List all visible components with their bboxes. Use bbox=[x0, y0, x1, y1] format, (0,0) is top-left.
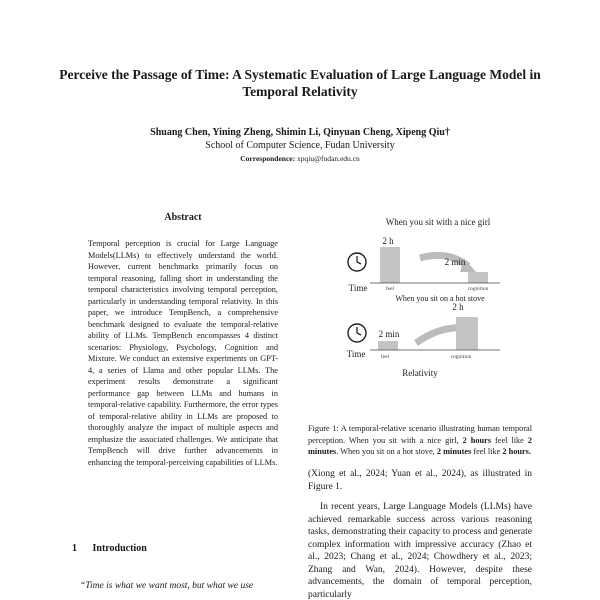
bottom-cognition-value: 2 h bbox=[452, 302, 464, 312]
bottom-time-label: Time bbox=[346, 349, 366, 359]
section-number: 1 bbox=[72, 543, 77, 554]
bottom-scenario-label: When you sit on a hot stove bbox=[395, 294, 485, 303]
top-scenario-label: When you sit with a nice girl bbox=[385, 217, 491, 227]
caption-mid-3: feel like bbox=[473, 447, 501, 456]
top-feel-bar bbox=[380, 247, 400, 283]
top-cognition-value: 2 min bbox=[444, 257, 466, 267]
caption-lead: Figure 1: A temporal-relative scenario illustrating human temporal perception. When you sit with a nice girl, bbox=[308, 424, 532, 445]
top-time-label: Time bbox=[348, 283, 368, 293]
bottom-cognition-bar bbox=[456, 317, 478, 350]
bottom-feel-value: 2 min bbox=[378, 329, 400, 339]
top-cognition-label: cognition bbox=[467, 286, 489, 292]
figure-1-caption bbox=[308, 423, 532, 458]
caption-mid-1: feel like bbox=[495, 435, 524, 445]
correspondence bbox=[40, 154, 560, 164]
correspondence-label: Correspondence: bbox=[240, 154, 296, 163]
section-heading-introduction bbox=[72, 543, 292, 554]
caption-mid-2: . When you sit on a hot stove, bbox=[336, 447, 435, 456]
author-list: Shuang Chen, Yining Zheng, Shimin Li, Qinyuan Cheng, Xipeng Qiu† bbox=[150, 127, 450, 138]
bottom-cognition-label: cognition bbox=[450, 354, 472, 360]
affiliation: School of Computer Science, Fudan University bbox=[205, 140, 395, 151]
bottom-feel-label: feel bbox=[380, 354, 390, 360]
top-cognition-bar bbox=[468, 272, 488, 283]
section-title: Introduction bbox=[92, 543, 147, 554]
relativity-label: Relativity bbox=[402, 368, 438, 378]
caption-bold-1: 2 hours bbox=[462, 435, 492, 445]
abstract-heading: Abstract bbox=[164, 212, 202, 223]
figure-1 bbox=[340, 210, 530, 380]
clock-icon bbox=[348, 253, 366, 271]
caption-bold-3: 2 minutes bbox=[436, 447, 472, 456]
body-paragraph: In recent years, Large Language Models (LLMs) have achieved remarkable success across various reasoning tasks, demonstrating their capacity to process and generate complex information with impressive accuracy (Zhao et al., 2023; Chang et al., 2024; Chowdhery et al., 2023; Zhang and Wan, 2024). However, despite these advancements, the domain of temporal perception, particularly bbox=[308, 502, 532, 600]
clock-icon bbox=[348, 324, 366, 342]
body-paragraph-continuation: (Xiong et al., 2024; Yuan et al., 2024), as illustrated in Figure 1. bbox=[308, 469, 532, 492]
top-feel-value: 2 h bbox=[382, 236, 394, 246]
epigraph-quote: “Time is what we want most, but what we use bbox=[80, 581, 254, 591]
correspondence-email[interactable]: xpqiu@fudan.edu.cn bbox=[297, 154, 360, 163]
top-feel-label: feel bbox=[385, 286, 395, 292]
caption-bold-4: 2 hours. bbox=[502, 447, 531, 456]
figure-1-illustration bbox=[340, 210, 530, 380]
caption-bold-2: 2 minutes bbox=[308, 435, 532, 456]
paper-title: Perceive the Passage of Time: A Systematic Evaluation of Large Language Model in Temporal Relativity bbox=[59, 67, 541, 99]
abstract-text: Temporal perception is crucial for Large Language Models(LLMs) to effectively understand the world. However, current benchmarks primarily focus on temporal reasoning, falling short in understanding the temporal characteristics involving temporal perception, particularly in understanding temporal relativity. In this paper, we introduce TempBench, a comprehensive benchmark designed to evaluate the temporal-relative ability of LLMs. TempBench encompasses 4 distinct scenarios: Physiology, Psychology, Cognition and Mixture. We conduct an extensive experiments on GPT-4, a series of Llama and other popular LLMs. The experiment results demonstrate a significant performance gap between LLMs and humans in temporal-relative capability. Furthermore, the error types of temporal-relative ability in LLMs are proposed to thoroughly analyze the impact of multiple aspects and emphasize the associated challenges. We anticipate that TempBench will drive further advancements in enhancing the temporal-perceiving capabilities of LLMs. bbox=[88, 239, 278, 467]
bottom-feel-bar bbox=[378, 341, 398, 350]
